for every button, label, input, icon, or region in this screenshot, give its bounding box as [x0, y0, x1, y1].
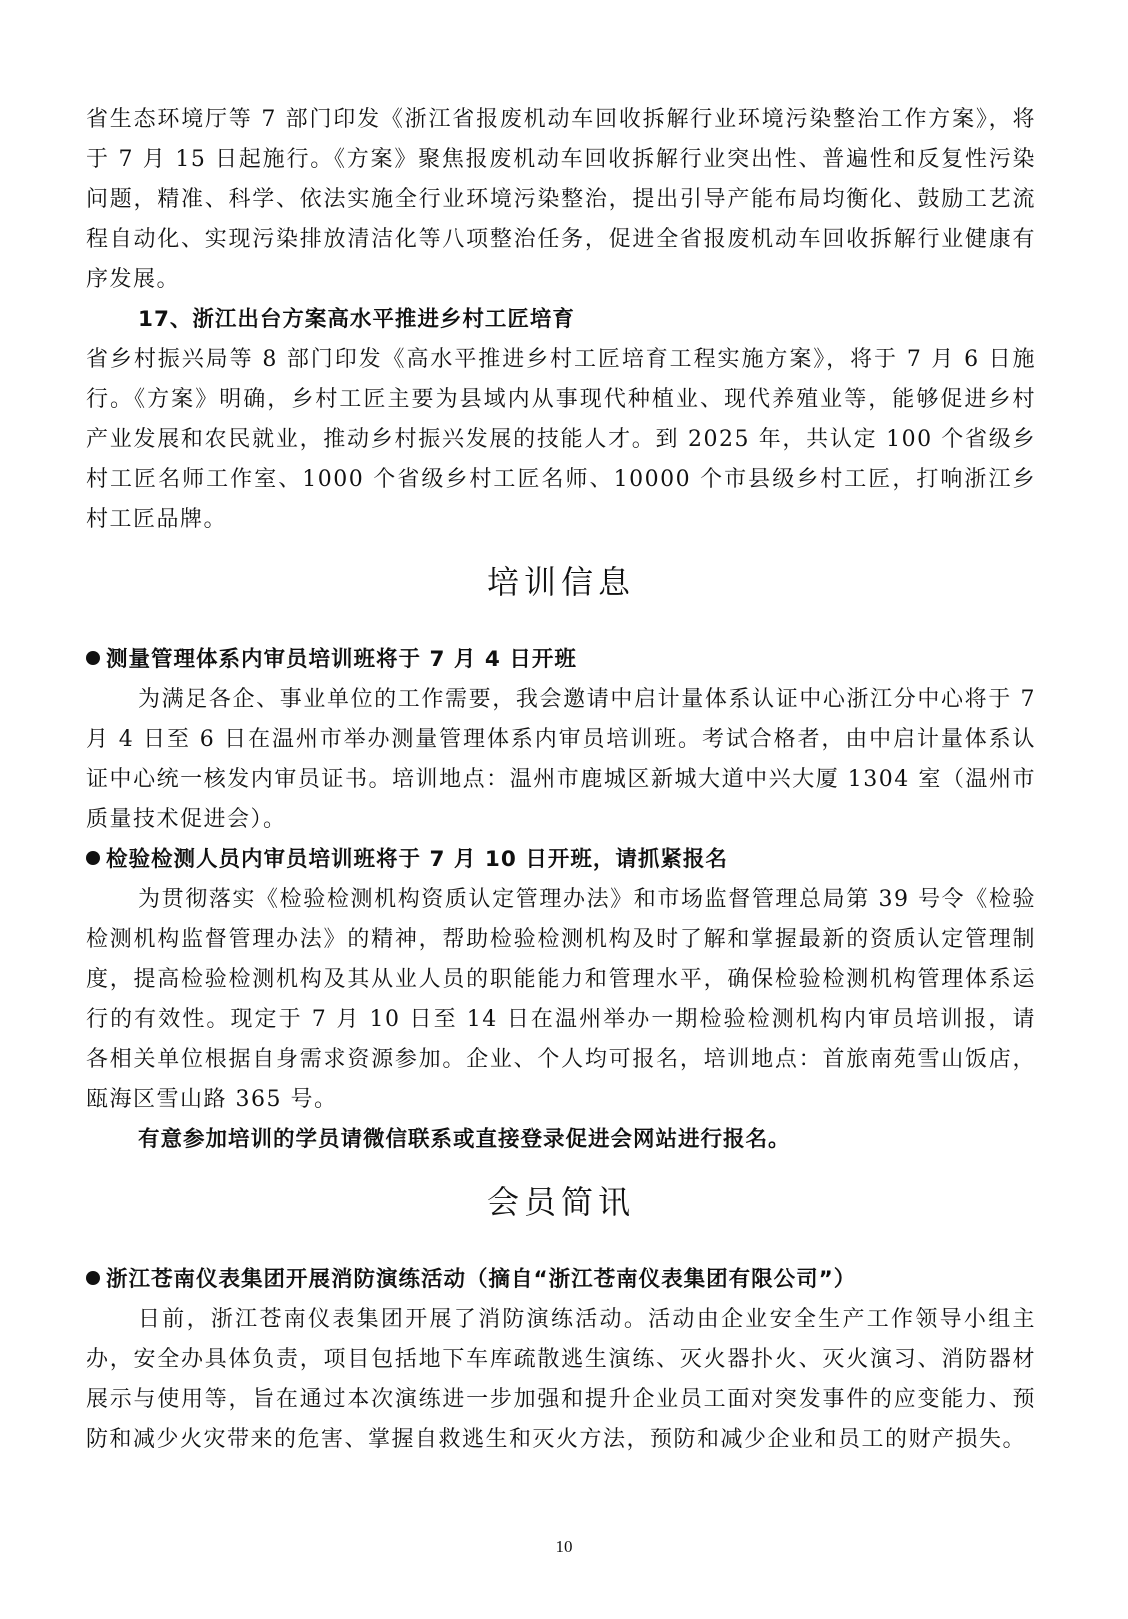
training-item-1-heading: [86, 640, 1036, 680]
training-item-1-body: 为满足各企、事业单位的工作需要，我会邀请中启计量体系认证中心浙江分中心将于 7 月 4 日至 6 日在温州市举办测量管理体系内审员培训班。考试合格者，由中启计量体系认证中心统一核发内审员证书。培训地点：温州市鹿城区新城大道中兴大厦 1304 室（温州市质量技术促进会）。: [86, 687, 1036, 832]
item-17-body: 省乡村振兴局等 8 部门印发《高水平推进乡村工匠培育工程实施方案》，将于 7 月 6 日施行。《方案》明确，乡村工匠主要为县域内从事现代种植业、现代养殖业等，能够促进乡村产业发展和农民就业，推动乡村振兴发展的技能人才。到 2025 年，共认定 100 个省级乡村工匠名师工作室、1000 个省级乡村工匠名师、10000 个市县级乡村工匠，打响浙江乡村工匠品牌。: [86, 347, 1036, 532]
training-footer-note: 有意参加培训的学员请微信联系或直接登录促进会网站进行报名。: [138, 1127, 791, 1152]
members-item-1-heading-text: 浙江苍南仪表集团开展消防演练活动（摘自“浙江苍南仪表集团有限公司”）: [106, 1267, 857, 1292]
bullet-icon: [86, 651, 100, 665]
training-item-2-heading-text: 检验检测人员内审员培训班将于 7 月 10 日开班，请抓紧报名: [106, 847, 728, 872]
training-item-2-body: 为贯彻落实《检验检测机构资质认定管理办法》和市场监督管理总局第 39 号令《检验检测机构监督管理办法》的精神，帮助检验检测机构及时了解和掌握最新的资质认定管理制度，提高检验检测机构及其从业人员的职能能力和管理水平，确保检验检测机构管理体系运行的有效性。现定于 7 月 10 日至 14 日在温州举办一期检验检测机构内审员培训报，请各相关单位根据自身需求资源参加。企业、个人均可报名，培训地点：首旅南苑雪山饭店，瓯海区雪山路 365 号。: [86, 887, 1036, 1112]
document-page: [86, 100, 1036, 1460]
members-item-1-body: 日前，浙江苍南仪表集团开展了消防演练活动。活动由企业安全生产工作领导小组主办，安全办具体负责，项目包括地下车库疏散逃生演练、灭火器扑火、灭火演习、消防器材展示与使用等，旨在通过本次演练进一步加强和提升企业员工面对突发事件的应变能力、预防和减少火灾带来的危害、掌握自救逃生和灭火方法，预防和减少企业和员工的财产损失。: [86, 1307, 1036, 1452]
bullet-icon: [86, 1271, 100, 1285]
training-item-1-heading-text: 测量管理体系内审员培训班将于 7 月 4 日开班: [106, 647, 577, 672]
members-item-1-heading: [86, 1260, 1036, 1300]
bullet-icon: [86, 851, 100, 865]
page-number: 10: [555, 1537, 573, 1556]
item-17-heading: 17、浙江出台方案高水平推进乡村工匠培育: [138, 307, 575, 332]
members-section-title: 会员简讯: [486, 1183, 635, 1221]
intro-paragraph: 省生态环境厅等 7 部门印发《浙江省报废机动车回收拆解行业环境污染整治工作方案》，将于 7 月 15 日起施行。《方案》聚焦报废机动车回收拆解行业突出性、普遍性和反复性污染问题，精准、科学、依法实施全行业环境污染整治，提出引导产能布局均衡化、鼓励工艺流程自动化、实现污染排放清洁化等八项整治任务，促进全省报废机动车回收拆解行业健康有序发展。: [86, 107, 1036, 292]
training-item-2-heading: [86, 840, 1036, 880]
training-section-title: 培训信息: [486, 563, 635, 601]
